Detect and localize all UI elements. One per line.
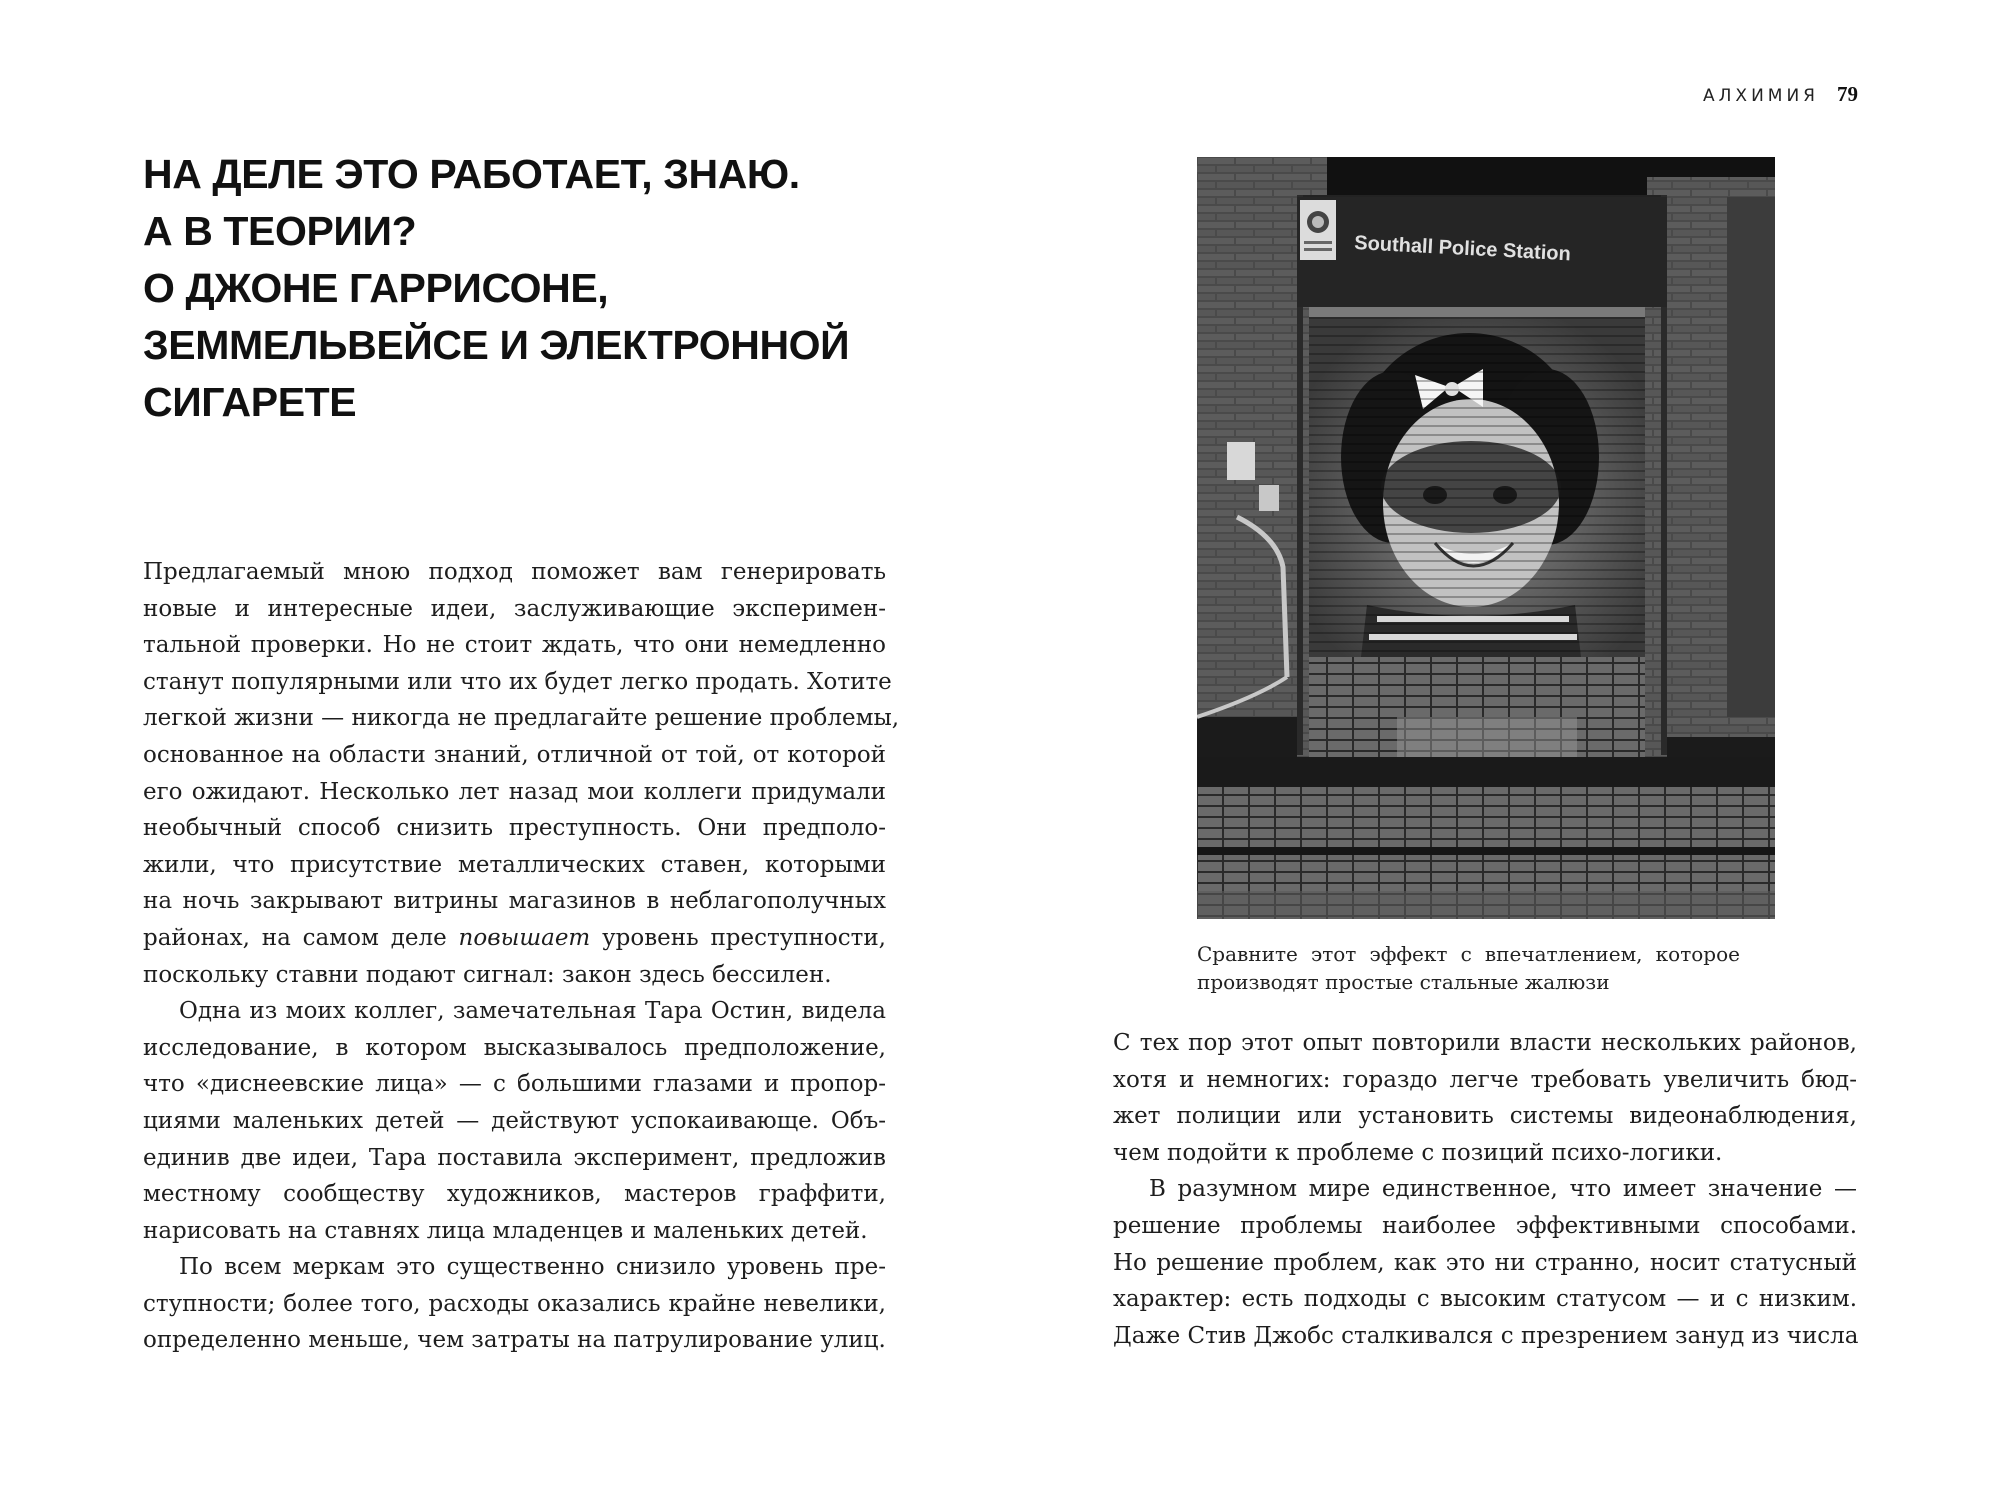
text-line: поскольку ставни подают сигнал: закон здесь бессилен. — [143, 961, 832, 988]
text-line: жет полиции или установить системы видеонаблюдения, — [1113, 1103, 1857, 1130]
text-line: Но решение проблем, как это ни странно, носит статусный — [1113, 1249, 1857, 1276]
text-line: циями маленьких детей — действуют успокаивающе. Объ- — [143, 1107, 886, 1134]
text-line: С тех пор этот опыт повторили власти нескольких районов, — [1113, 1030, 1857, 1056]
text-fragment: районах, на самом деле — [143, 924, 447, 951]
station-sign: Southall Police Station — [1353, 232, 1572, 266]
text-line: новые и интересные идеи, заслуживающие эксперимен- — [143, 595, 886, 622]
text-line: легкой жизни — никогда не предлагайте решение проблемы, — [143, 705, 900, 732]
text-line: жили, что присутствие металлических ставен, которыми — [143, 851, 886, 878]
text-line: В разумном мире единственное, что имеет значение — — [1149, 1176, 1857, 1203]
text-line: основанное на области знаний, отличной от той, от которой — [143, 741, 886, 768]
figure-caption — [1197, 940, 1740, 996]
text-line: ступности; более того, расходы оказались крайне невелики, — [143, 1290, 886, 1317]
police-station-photo — [1197, 157, 1775, 919]
chapter-title-line: ЗЕММЕЛЬВЕЙСЕ И ЭЛЕКТРОННОЙ — [143, 322, 850, 368]
text-line: определенно меньше, чем затраты на патрулирование улиц. — [143, 1327, 886, 1354]
text-line: характер: есть подходы с высоким статусом — и с низким. — [1113, 1286, 1857, 1313]
emphasized-word: повышает — [458, 924, 591, 951]
caption-line: производят простые стальные жалюзи — [1197, 970, 1610, 994]
text-line: По всем меркам это существенно снизило уровень пре- — [179, 1254, 886, 1281]
text-line: единив две идеи, Тара поставила эксперимент, предложив — [143, 1144, 886, 1171]
text-fragment: уровень преступности, — [602, 924, 886, 951]
running-title: АЛХИМИЯ — [1703, 86, 1819, 106]
chapter-title-line: А В ТЕОРИИ? — [143, 208, 417, 254]
chapter-title-line: НА ДЕЛЕ ЭТО РАБОТАЕТ, ЗНАЮ. — [143, 151, 800, 197]
text-line: что «диснеевские лица» — с большими глазами и пропор- — [143, 1071, 886, 1098]
text-line: Одна из моих коллег, замечательная Тара Остин, видела — [179, 998, 886, 1025]
text-line: решение проблемы наиболее эффективными способами. — [1113, 1212, 1857, 1239]
running-head — [1703, 82, 1858, 107]
text-line — [143, 920, 886, 957]
text-line: Предлагаемый мною подход поможет вам генерировать — [143, 559, 886, 585]
body-text-left — [143, 554, 900, 1359]
text-line: Даже Стив Джобс сталкивался с презрением зануд из числа — [1113, 1322, 1859, 1349]
figure-photo — [1197, 157, 1775, 919]
text-line: на ночь закрывают витрины магазинов в неблагополучных — [143, 888, 886, 915]
text-line: чем подойти к проблеме с позиций психо-логики. — [1113, 1139, 1723, 1166]
text-line: его ожидают. Несколько лет назад мои коллеги придумали — [143, 778, 886, 805]
chapter-title-line: СИГАРЕТЕ — [143, 379, 357, 425]
text-line: тальной проверки. Но не стоит ждать, что они немедленно — [143, 632, 886, 659]
text-line: нарисовать на ставнях лица младенцев и маленьких детей. — [143, 1217, 868, 1244]
text-line: необычный способ снизить преступность. Они предполо- — [143, 815, 886, 842]
page-number: 79 — [1837, 82, 1858, 106]
text-line: исследование, в котором высказывалось предположение, — [143, 1034, 886, 1061]
chapter-title-line: О ДЖОНЕ ГАРРИСОНЕ, — [143, 265, 609, 311]
text-line: станут популярными или что их будет легко продать. Хотите — [143, 668, 892, 695]
chapter-title — [143, 146, 903, 431]
text-line: местному сообществу художников, мастеров граффити, — [143, 1181, 886, 1208]
body-text-right — [1113, 1025, 1857, 1354]
caption-line: Сравните этот эффект с впечатлением, которое — [1197, 942, 1740, 966]
text-line: хотя и немногих: гораздо легче требовать увеличить бюд- — [1113, 1066, 1857, 1093]
